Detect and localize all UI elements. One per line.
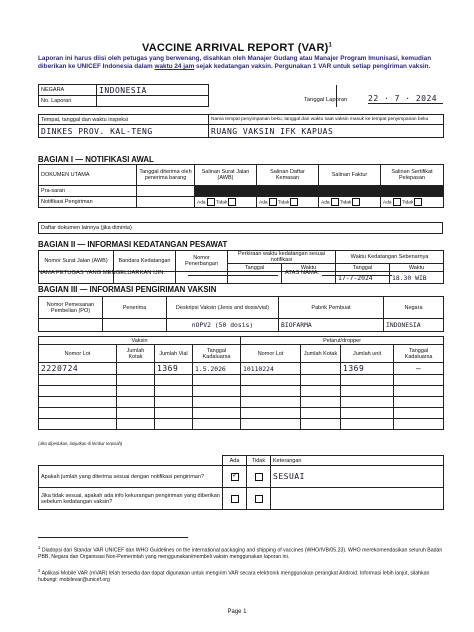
desc-value[interactable]: nOPV2 (50 dosis)	[167, 319, 279, 332]
flight-value[interactable]	[176, 272, 228, 284]
exp-value[interactable]: 1.5.2026	[193, 363, 241, 375]
q1-tidak-checkbox[interactable]	[255, 473, 263, 481]
col-cert: Salinan Sertifikat Pelepasan	[381, 165, 444, 186]
eta-date-value[interactable]	[228, 272, 282, 284]
section2-title: BAGIAN II — INFORMASI KEDATANGAN PESAWAT	[38, 240, 228, 249]
officer-line[interactable]	[188, 275, 278, 276]
col-airport: Bandara Kedatangan	[114, 251, 176, 272]
packing-checks: Ada Tidak	[257, 197, 319, 208]
nama-tempat-value[interactable]: RUANG VAKSIN IFK KAPUAS	[209, 125, 444, 138]
country-value[interactable]: INDONESIA	[384, 319, 444, 332]
manufacturer-value[interactable]: BIOFARMA	[279, 319, 384, 332]
report-title: VACCINE ARRIVAL REPORT (VAR)$^1$	[141, 42, 333, 54]
footnote-2: $^2$ Aplikasi Mobile VAR (mVAR) telah tersedia dan dapat digunakan untuk mengirim VAR secara elektronik menggunakan perangkat Android. Informasi lebih lanjut, silahkan hubungi: mobilevar@unicef.org	[38, 568, 430, 584]
col-eta: Perkiraan waktu kedatangan sesuai notifikasi	[228, 251, 336, 264]
question-2: Jika tidak sesuai, apakah ada info kekurangan pengiriman yang diberikan sebelum kedatangan vaksin?	[39, 488, 223, 510]
col-country: Negara	[384, 297, 444, 319]
row-pre: Pra-saran	[39, 186, 137, 197]
checks-table	[38, 455, 444, 510]
table-row	[39, 408, 444, 419]
intro-text: Laporan ini harus diisi oleh petugas yang berwenang, disahkan oleh Manajer Gudang atau Manajer Program Imunisasi, kemudian diberikan ke UNICEF Indonesia dalam waktu 24 jam sejak kedatangan vaksin. Pergunakan 1 VAR untuk setiap pengiriman vaksin.	[38, 55, 432, 71]
col-d-box: Jumlah Kotak	[301, 345, 341, 363]
footnote-divider	[38, 537, 188, 538]
other-docs-table	[38, 222, 443, 234]
nama-tempat-label: Nama tempat penyimpanan beku, tanggal dan waktu saat vaksin masuk ke tempat penyimpanan beku	[209, 115, 444, 125]
shipment-table	[38, 296, 444, 332]
col-manufacturer: Pabrik Pembuat	[279, 297, 384, 319]
officer-label: NAMA PETUGAS YANG MENGELUARKAN IJIN:	[38, 270, 166, 276]
col-awb: Salinan Surat Jalan (AWB)	[195, 165, 257, 186]
cert-ada-checkbox[interactable]	[393, 198, 401, 206]
packing-tidak-checkbox[interactable]	[290, 198, 298, 206]
col-doc: DOKUMEN UTAMA	[39, 165, 137, 186]
invoice-tidak-checkbox[interactable]	[352, 198, 360, 206]
q2-tidak-checkbox[interactable]	[255, 495, 263, 503]
cert-tidak-checkbox[interactable]	[414, 198, 422, 206]
pre-date[interactable]	[137, 186, 195, 197]
col-d-exp: Tanggal Kadaluarsa	[394, 345, 444, 363]
col-tidak: Tidak	[247, 456, 271, 466]
d-box-value[interactable]	[301, 363, 341, 375]
col-desc: Deskripsi Vaksin (Jenis and dosis/vial)	[167, 297, 279, 319]
no-laporan-value[interactable]	[97, 96, 209, 107]
eta-time-label: Waktu	[282, 264, 336, 272]
table-row	[39, 419, 444, 430]
box-value[interactable]	[117, 363, 155, 375]
lots-note: (Jika diperlukan, lanjutkan di lembar terpisah)	[38, 441, 123, 446]
col-flight: Nomor Penerbangan	[176, 251, 228, 272]
section3-title: BAGIAN III — INFORMASI PENGIRIMAN VAKSIN	[38, 285, 217, 294]
col-date: Tanggal diterima oleh penerima barang	[137, 165, 195, 186]
d-lot-value[interactable]: 10110224	[241, 363, 301, 375]
ata-date-value[interactable]: 17-7-2024	[336, 272, 390, 284]
q1-ada-checkbox[interactable]	[231, 473, 239, 481]
footnote-1: $^1$ Diadopsi dari Standar VAR UNICEF dan WHO Guidelines on the international packaging and shipping of vaccines (WHO/IVB/05.23). WHO merekomendasikan seluruh Badan PBB, Negara dan Organisasi Non-Pemerintah yang menggunakan/membeli vaksin menggunakan laporan ini.	[38, 545, 443, 561]
col-d-unit: Jumlah unit	[341, 345, 394, 363]
col-recipient: Penerima	[103, 297, 167, 319]
page-number: Page 1	[227, 609, 247, 615]
po-value[interactable]	[39, 319, 103, 332]
col-d-lot: Nomor Lot	[241, 345, 301, 363]
inspection-table	[38, 114, 444, 138]
lots-table	[38, 336, 444, 430]
section1-title: BAGIAN I — NOTIFIKASI AWAL	[38, 155, 154, 164]
col-lot: Nomor Lot	[39, 345, 117, 363]
invoice-ada-checkbox[interactable]	[331, 198, 339, 206]
ata-time-value[interactable]: 18.30 WIB	[390, 272, 444, 284]
col-vial: Jumlah Vial	[155, 345, 193, 363]
no-laporan-label: No. Laporan	[39, 96, 97, 107]
col-ata: Waktu Kedatangan Sebenarnya	[336, 251, 444, 264]
notification-table	[38, 164, 444, 208]
d-exp-value[interactable]: –	[394, 363, 444, 375]
cert-checks: Ada Tidak	[381, 197, 444, 208]
q2-ada-checkbox[interactable]	[231, 495, 239, 503]
negara-value[interactable]: INDONESIA	[97, 85, 209, 96]
tempat-label: Tempat, tanggal dan waktu inspeksi	[39, 115, 209, 125]
awb-tidak-checkbox[interactable]	[228, 198, 236, 206]
recipient-value[interactable]	[103, 319, 167, 332]
pelarut-group: Pelarut/dropper	[241, 337, 444, 345]
arrival-table	[38, 250, 444, 284]
invoice-checks: Ada Tidak	[319, 197, 381, 208]
notif-date[interactable]	[137, 197, 195, 208]
col-exp: Tanggal Kadaluarsa	[193, 345, 241, 363]
tanggal-laporan-label: Tanggal Laporan	[304, 97, 348, 103]
eta-date-label: Tanggal	[228, 264, 282, 272]
negara-label: NEGARA	[39, 85, 97, 96]
other-docs-label[interactable]: Daftar dokumen lainnya (jika diminta)	[39, 223, 443, 234]
vial-value[interactable]: 1369	[155, 363, 193, 375]
awb-checks: Ada Tidak	[195, 197, 257, 208]
col-ada: Ada	[223, 456, 247, 466]
packing-ada-checkbox[interactable]	[269, 198, 277, 206]
col-packing: Salinan Daftar Kemasan	[257, 165, 319, 186]
table-row	[39, 363, 444, 375]
table-row	[39, 386, 444, 397]
vaksin-group: Vaksin	[39, 337, 241, 345]
question-1: Apakah jumlah yang diterima sesuai dengan notifikasi pengiriman?	[39, 466, 223, 488]
col-awb-no: Nomor Surat Jalan (AWB)	[39, 251, 114, 272]
atas-nama-line[interactable]	[322, 275, 392, 276]
col-invoice: Salinan Faktur	[319, 165, 381, 186]
tempat-value[interactable]: DINKES PROV. KAL-TENG	[39, 125, 209, 138]
table-row	[39, 397, 444, 408]
row-notif: Notifikasi Pengiriman	[39, 197, 137, 208]
ata-date-label: Tanggal	[336, 264, 390, 272]
lot-value[interactable]: 2220724	[39, 363, 117, 375]
col-keterangan: Keterangan	[271, 456, 444, 466]
q1-note[interactable]: SESUAI	[271, 466, 444, 488]
q2-note[interactable]	[271, 488, 444, 510]
col-po: Nomor Pemesanan Pembelian (PO)	[39, 297, 103, 319]
d-unit-value[interactable]: 1369	[341, 363, 394, 375]
atas-nama-label: ATAS NAMA:	[285, 270, 320, 276]
awb-ada-checkbox[interactable]	[207, 198, 215, 206]
table-row	[39, 375, 444, 386]
tanggal-laporan-value[interactable]: 22 · 7 · 2024	[368, 94, 443, 104]
col-box: Jumlah Kotak	[117, 345, 155, 363]
ata-time-label: Waktu	[390, 264, 444, 272]
